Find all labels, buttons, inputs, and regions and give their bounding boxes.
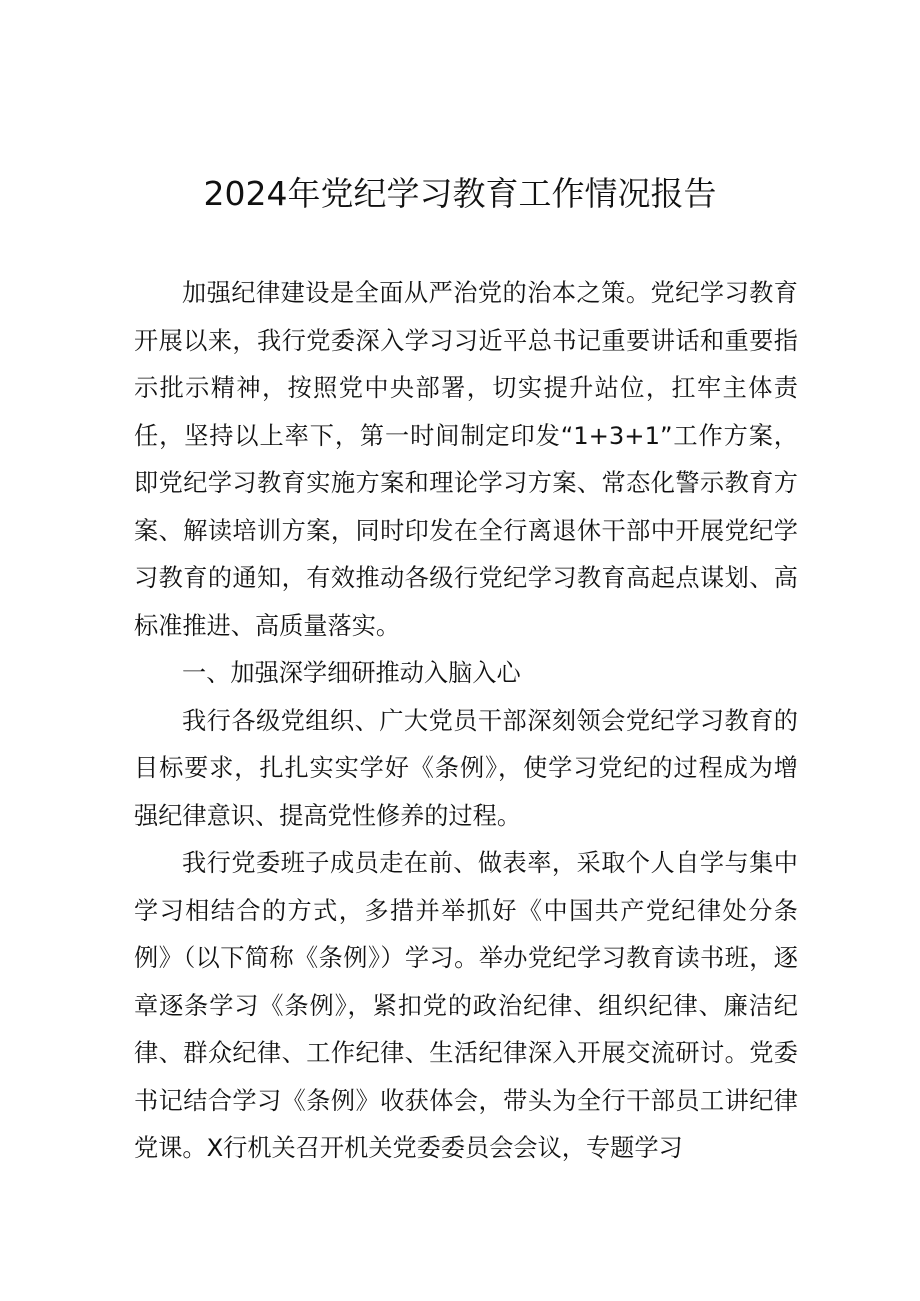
document-body: [134, 270, 798, 1173]
intro-paragraph: 加强纪律建设是全面从严治党的治本之策。党纪学习教育开展以来，我行党委深入学习习近平总书记重要讲话和重要指示批示精神，按照党中央部署，切实提升站位，扛牢主体责任，坚持以上率下，第一时间制定印发“1+3+1”工作方案，即党纪学习教育实施方案和理论学习方案、常态化警示教育方案、解读培训方案，同时印发在全行离退休干部中开展党纪学习教育的通知，有效推动各级行党纪学习教育高起点谋划、高标准推进、高质量落实。: [134, 279, 798, 640]
body-paragraph-3: 我行党委班子成员走在前、做表率，采取个人自学与集中学习相结合的方式，多措并举抓好《中国共产党纪律处分条例》（以下简称《条例》）学习。举办党纪学习教育读书班，逐章逐条学习《条例》，紧扣党的政治纪律、组织纪律、廉洁纪律、群众纪律、工作纪律、生活纪律深入开展交流研讨。党委书记结合学习《条例》收获体会，带头为全行干部员工讲纪律党课。X行机关召开机关党委委员会会议，专题学习: [134, 849, 798, 1162]
section-heading-1: 一、加强深学细研推动入脑入心: [182, 659, 521, 687]
document-title: 2024年党纪学习教育工作情况报告: [203, 174, 717, 213]
body-paragraph-2: 我行各级党组织、广大党员干部深刻领会党纪学习教育的目标要求，扎扎实实学好《条例》，使学习党纪的过程成为增强纪律意识、提高党性修养的过程。: [134, 706, 798, 830]
